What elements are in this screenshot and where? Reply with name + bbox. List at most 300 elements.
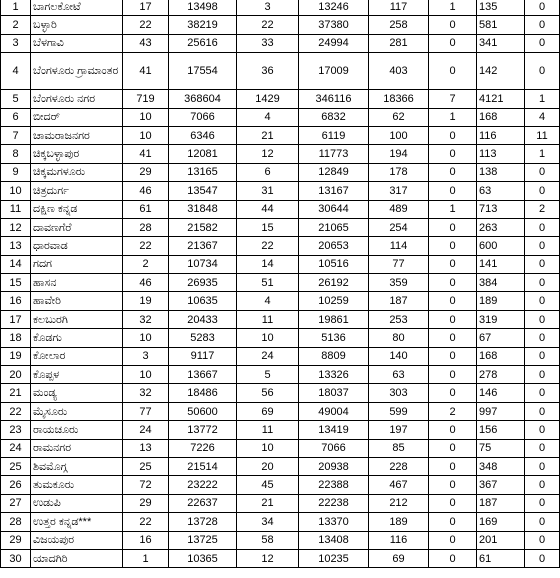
serial-number-cell: 4 (1, 53, 31, 90)
value-cell-1: 41 (123, 53, 169, 90)
value-cell-1: 28 (123, 218, 169, 236)
value-cell-6: 0 (429, 16, 477, 34)
value-cell-4: 11773 (299, 145, 369, 163)
table-row (1, 494, 560, 512)
value-cell-6: 0 (429, 457, 477, 475)
value-cell-6: 0 (429, 163, 477, 181)
value-cell-6: 0 (429, 329, 477, 347)
value-cell-4: 6832 (299, 108, 369, 126)
value-cell-2: 6346 (169, 126, 237, 144)
serial-number-cell: 11 (1, 200, 31, 218)
value-cell-1: 72 (123, 476, 169, 494)
value-cell-8: 0 (525, 402, 560, 420)
value-cell-4: 10235 (299, 549, 369, 567)
district-name-cell: ದಕ್ಷಿಣ ಕನ್ನಡ (31, 200, 123, 218)
table-row (1, 347, 560, 365)
value-cell-1: 10 (123, 126, 169, 144)
table-row (1, 439, 560, 457)
value-cell-3: 22 (237, 237, 299, 255)
district-name-cell: ಯಾದಗಿರಿ (31, 549, 123, 567)
value-cell-7: 600 (477, 237, 525, 255)
value-cell-6: 0 (429, 218, 477, 236)
value-cell-4: 13419 (299, 421, 369, 439)
value-cell-8: 0 (525, 347, 560, 365)
value-cell-4: 13408 (299, 531, 369, 549)
district-name-cell: ಕಲಬುರಗಿ (31, 310, 123, 328)
value-cell-1: 10 (123, 366, 169, 384)
value-cell-4: 22388 (299, 476, 369, 494)
value-cell-1: 41 (123, 145, 169, 163)
value-cell-8: 0 (525, 310, 560, 328)
value-cell-2: 13547 (169, 182, 237, 200)
value-cell-5: 253 (369, 310, 429, 328)
district-name-cell: ಬಾಗಲಕೋಟೆ (31, 0, 123, 16)
value-cell-1: 10 (123, 329, 169, 347)
district-name-cell: ಚಿತ್ರದುರ್ಗ (31, 182, 123, 200)
value-cell-1: 22 (123, 16, 169, 34)
value-cell-8: 0 (525, 34, 560, 52)
value-cell-6: 0 (429, 34, 477, 52)
value-cell-1: 29 (123, 163, 169, 181)
value-cell-2: 26935 (169, 274, 237, 292)
district-name-cell: ಚಿಕ್ಕಮಗಳೂರು (31, 163, 123, 181)
value-cell-6: 0 (429, 126, 477, 144)
value-cell-2: 20433 (169, 310, 237, 328)
value-cell-3: 15 (237, 218, 299, 236)
value-cell-7: 997 (477, 402, 525, 420)
value-cell-8: 0 (525, 457, 560, 475)
serial-number-cell: 13 (1, 237, 31, 255)
value-cell-2: 38219 (169, 16, 237, 34)
table-row (1, 182, 560, 200)
value-cell-6: 0 (429, 421, 477, 439)
value-cell-8: 0 (525, 549, 560, 567)
district-name-cell: ರಾಯಚೂರು (31, 421, 123, 439)
value-cell-6: 0 (429, 494, 477, 512)
value-cell-6: 0 (429, 274, 477, 292)
value-cell-3: 44 (237, 200, 299, 218)
value-cell-3: 12 (237, 549, 299, 567)
value-cell-4: 20653 (299, 237, 369, 255)
value-cell-8: 0 (525, 237, 560, 255)
value-cell-8: 0 (525, 53, 560, 90)
serial-number-cell: 3 (1, 34, 31, 52)
value-cell-4: 13370 (299, 513, 369, 531)
table-row (1, 16, 560, 34)
serial-number-cell: 18 (1, 329, 31, 347)
value-cell-5: 140 (369, 347, 429, 365)
value-cell-3: 21 (237, 494, 299, 512)
value-cell-3: 34 (237, 513, 299, 531)
value-cell-5: 197 (369, 421, 429, 439)
value-cell-5: 117 (369, 0, 429, 16)
value-cell-7: 75 (477, 439, 525, 457)
district-name-cell: ಬೆಳಗಾವಿ (31, 34, 123, 52)
value-cell-8: 0 (525, 16, 560, 34)
value-cell-5: 189 (369, 513, 429, 531)
serial-number-cell: 5 (1, 90, 31, 108)
district-name-cell: ಧಾರವಾಡ (31, 237, 123, 255)
value-cell-2: 13498 (169, 0, 237, 16)
value-cell-5: 116 (369, 531, 429, 549)
value-cell-4: 8809 (299, 347, 369, 365)
value-cell-3: 51 (237, 274, 299, 292)
value-cell-5: 359 (369, 274, 429, 292)
district-name-cell: ಮಂಡ್ಯ (31, 384, 123, 402)
value-cell-7: 135 (477, 0, 525, 16)
value-cell-1: 61 (123, 200, 169, 218)
table-row (1, 402, 560, 420)
value-cell-8: 0 (525, 329, 560, 347)
value-cell-6: 0 (429, 531, 477, 549)
value-cell-6: 0 (429, 53, 477, 90)
value-cell-4: 7066 (299, 439, 369, 457)
value-cell-4: 6119 (299, 126, 369, 144)
value-cell-8: 0 (525, 255, 560, 273)
value-cell-7: 319 (477, 310, 525, 328)
value-cell-2: 9117 (169, 347, 237, 365)
value-cell-1: 16 (123, 531, 169, 549)
value-cell-1: 32 (123, 310, 169, 328)
value-cell-7: 67 (477, 329, 525, 347)
value-cell-7: 367 (477, 476, 525, 494)
table-row (1, 366, 560, 384)
value-cell-8: 0 (525, 439, 560, 457)
value-cell-3: 69 (237, 402, 299, 420)
value-cell-8: 0 (525, 0, 560, 16)
table-row (1, 218, 560, 236)
value-cell-8: 0 (525, 421, 560, 439)
table-row (1, 255, 560, 273)
value-cell-3: 10 (237, 329, 299, 347)
value-cell-2: 13728 (169, 513, 237, 531)
value-cell-5: 489 (369, 200, 429, 218)
value-cell-1: 13 (123, 439, 169, 457)
value-cell-5: 317 (369, 182, 429, 200)
value-cell-5: 212 (369, 494, 429, 512)
value-cell-2: 23222 (169, 476, 237, 494)
serial-number-cell: 24 (1, 439, 31, 457)
serial-number-cell: 7 (1, 126, 31, 144)
value-cell-7: 146 (477, 384, 525, 402)
value-cell-2: 21514 (169, 457, 237, 475)
table-row (1, 200, 560, 218)
value-cell-1: 32 (123, 384, 169, 402)
value-cell-6: 1 (429, 200, 477, 218)
value-cell-1: 3 (123, 347, 169, 365)
value-cell-7: 201 (477, 531, 525, 549)
value-cell-8: 0 (525, 494, 560, 512)
value-cell-4: 13167 (299, 182, 369, 200)
value-cell-4: 13246 (299, 0, 369, 16)
value-cell-1: 1 (123, 549, 169, 567)
value-cell-4: 346116 (299, 90, 369, 108)
value-cell-3: 58 (237, 531, 299, 549)
serial-number-cell: 6 (1, 108, 31, 126)
serial-number-cell: 23 (1, 421, 31, 439)
value-cell-8: 1 (525, 145, 560, 163)
value-cell-3: 45 (237, 476, 299, 494)
table-row (1, 126, 560, 144)
value-cell-4: 49004 (299, 402, 369, 420)
table-row (1, 310, 560, 328)
value-cell-7: 169 (477, 513, 525, 531)
value-cell-2: 12081 (169, 145, 237, 163)
value-cell-2: 10734 (169, 255, 237, 273)
value-cell-7: 141 (477, 255, 525, 273)
value-cell-8: 0 (525, 513, 560, 531)
serial-number-cell: 10 (1, 182, 31, 200)
value-cell-5: 281 (369, 34, 429, 52)
table-row (1, 237, 560, 255)
value-cell-5: 100 (369, 126, 429, 144)
value-cell-1: 43 (123, 34, 169, 52)
serial-number-cell: 2 (1, 16, 31, 34)
serial-number-cell: 15 (1, 274, 31, 292)
value-cell-2: 21582 (169, 218, 237, 236)
value-cell-3: 31 (237, 182, 299, 200)
value-cell-5: 403 (369, 53, 429, 90)
value-cell-8: 0 (525, 366, 560, 384)
district-name-cell: ಬೆಂಗಳೂರು ಗ್ರಾಮಾಂತರ (31, 53, 123, 90)
serial-number-cell: 26 (1, 476, 31, 494)
value-cell-3: 11 (237, 421, 299, 439)
value-cell-7: 61 (477, 549, 525, 567)
district-name-cell: ಕೊಪ್ಪಳ (31, 366, 123, 384)
value-cell-6: 0 (429, 549, 477, 567)
value-cell-3: 33 (237, 34, 299, 52)
value-cell-2: 368604 (169, 90, 237, 108)
value-cell-2: 13667 (169, 366, 237, 384)
table-row (1, 108, 560, 126)
table-row (1, 549, 560, 567)
value-cell-5: 254 (369, 218, 429, 236)
value-cell-2: 10365 (169, 549, 237, 567)
value-cell-7: 156 (477, 421, 525, 439)
table-row (1, 476, 560, 494)
district-name-cell: ಶಿವಮೊಗ್ಗ (31, 457, 123, 475)
value-cell-6: 0 (429, 366, 477, 384)
value-cell-7: 189 (477, 292, 525, 310)
value-cell-8: 0 (525, 218, 560, 236)
value-cell-7: 581 (477, 16, 525, 34)
value-cell-8: 0 (525, 292, 560, 310)
value-cell-7: 63 (477, 182, 525, 200)
value-cell-7: 341 (477, 34, 525, 52)
value-cell-4: 37380 (299, 16, 369, 34)
value-cell-5: 63 (369, 366, 429, 384)
serial-number-cell: 17 (1, 310, 31, 328)
value-cell-5: 228 (369, 457, 429, 475)
value-cell-2: 7066 (169, 108, 237, 126)
serial-number-cell: 21 (1, 384, 31, 402)
value-cell-4: 5136 (299, 329, 369, 347)
value-cell-4: 24994 (299, 34, 369, 52)
value-cell-4: 17009 (299, 53, 369, 90)
district-name-cell: ಬಳ್ಳಾರಿ (31, 16, 123, 34)
value-cell-3: 4 (237, 292, 299, 310)
value-cell-3: 3 (237, 0, 299, 16)
value-cell-5: 258 (369, 16, 429, 34)
district-name-cell: ಹಾಸನ (31, 274, 123, 292)
table-row (1, 34, 560, 52)
value-cell-4: 13326 (299, 366, 369, 384)
table-row (1, 274, 560, 292)
value-cell-6: 0 (429, 347, 477, 365)
table-row (1, 163, 560, 181)
value-cell-1: 29 (123, 494, 169, 512)
serial-number-cell: 20 (1, 366, 31, 384)
value-cell-1: 19 (123, 292, 169, 310)
value-cell-3: 4 (237, 108, 299, 126)
district-name-cell: ಬೀದರ್ (31, 108, 123, 126)
value-cell-5: 114 (369, 237, 429, 255)
table-row (1, 90, 560, 108)
value-cell-3: 6 (237, 163, 299, 181)
serial-number-cell: 9 (1, 163, 31, 181)
serial-number-cell: 14 (1, 255, 31, 273)
value-cell-6: 0 (429, 255, 477, 273)
value-cell-5: 69 (369, 549, 429, 567)
value-cell-2: 10635 (169, 292, 237, 310)
district-name-cell: ಉತ್ತರ ಕನ್ನಡ*** (31, 513, 123, 531)
value-cell-5: 467 (369, 476, 429, 494)
table-row (1, 53, 560, 90)
value-cell-2: 7226 (169, 439, 237, 457)
value-cell-3: 1429 (237, 90, 299, 108)
district-name-cell: ಮೈಸೂರು (31, 402, 123, 420)
district-name-cell: ಕೊಡಗು (31, 329, 123, 347)
table-row (1, 292, 560, 310)
value-cell-7: 263 (477, 218, 525, 236)
serial-number-cell: 19 (1, 347, 31, 365)
value-cell-5: 599 (369, 402, 429, 420)
value-cell-2: 13165 (169, 163, 237, 181)
value-cell-1: 46 (123, 182, 169, 200)
value-cell-5: 62 (369, 108, 429, 126)
value-cell-7: 187 (477, 494, 525, 512)
serial-number-cell: 1 (1, 0, 31, 16)
value-cell-1: 46 (123, 274, 169, 292)
value-cell-5: 178 (369, 163, 429, 181)
value-cell-3: 56 (237, 384, 299, 402)
value-cell-1: 25 (123, 457, 169, 475)
value-cell-2: 25616 (169, 34, 237, 52)
value-cell-8: 0 (525, 163, 560, 181)
serial-number-cell: 25 (1, 457, 31, 475)
value-cell-3: 24 (237, 347, 299, 365)
value-cell-8: 0 (525, 182, 560, 200)
table-row (1, 531, 560, 549)
value-cell-2: 13772 (169, 421, 237, 439)
value-cell-6: 0 (429, 145, 477, 163)
value-cell-2: 18486 (169, 384, 237, 402)
value-cell-6: 1 (429, 108, 477, 126)
table-body (1, 0, 560, 568)
value-cell-8: 0 (525, 384, 560, 402)
district-name-cell: ಕೋಲಾರ (31, 347, 123, 365)
value-cell-7: 4121 (477, 90, 525, 108)
value-cell-6: 0 (429, 310, 477, 328)
value-cell-7: 116 (477, 126, 525, 144)
table-row (1, 0, 560, 16)
value-cell-6: 1 (429, 0, 477, 16)
value-cell-6: 0 (429, 476, 477, 494)
value-cell-1: 24 (123, 421, 169, 439)
serial-number-cell: 8 (1, 145, 31, 163)
value-cell-8: 2 (525, 200, 560, 218)
value-cell-3: 11 (237, 310, 299, 328)
value-cell-3: 5 (237, 366, 299, 384)
district-name-cell: ರಾಮನಗರ (31, 439, 123, 457)
value-cell-5: 80 (369, 329, 429, 347)
value-cell-7: 168 (477, 108, 525, 126)
value-cell-2: 13725 (169, 531, 237, 549)
value-cell-3: 12 (237, 145, 299, 163)
value-cell-7: 142 (477, 53, 525, 90)
value-cell-2: 50600 (169, 402, 237, 420)
value-cell-1: 77 (123, 402, 169, 420)
district-name-cell: ವಿಜಯಪುರ (31, 531, 123, 549)
serial-number-cell: 30 (1, 549, 31, 567)
value-cell-1: 2 (123, 255, 169, 273)
table-row (1, 145, 560, 163)
value-cell-4: 18037 (299, 384, 369, 402)
value-cell-1: 17 (123, 0, 169, 16)
value-cell-1: 22 (123, 237, 169, 255)
district-name-cell: ಗದಗ (31, 255, 123, 273)
serial-number-cell: 27 (1, 494, 31, 512)
district-name-cell: ಚಾಮರಾಜನಗರ (31, 126, 123, 144)
value-cell-7: 138 (477, 163, 525, 181)
value-cell-1: 10 (123, 108, 169, 126)
value-cell-1: 719 (123, 90, 169, 108)
value-cell-6: 0 (429, 237, 477, 255)
value-cell-2: 22637 (169, 494, 237, 512)
value-cell-8: 0 (525, 476, 560, 494)
district-name-cell: ತುಮಕೂರು (31, 476, 123, 494)
value-cell-8: 4 (525, 108, 560, 126)
value-cell-3: 36 (237, 53, 299, 90)
value-cell-5: 18366 (369, 90, 429, 108)
serial-number-cell: 28 (1, 513, 31, 531)
district-name-cell: ದಾವಣಗೆರೆ (31, 218, 123, 236)
value-cell-3: 22 (237, 16, 299, 34)
value-cell-1: 22 (123, 513, 169, 531)
district-name-cell: ಚಿಕ್ಕಬಳ್ಳಾಪುರ (31, 145, 123, 163)
value-cell-6: 0 (429, 384, 477, 402)
table-row (1, 457, 560, 475)
value-cell-8: 11 (525, 126, 560, 144)
value-cell-2: 31848 (169, 200, 237, 218)
value-cell-2: 5283 (169, 329, 237, 347)
value-cell-2: 21367 (169, 237, 237, 255)
table-row (1, 329, 560, 347)
value-cell-6: 2 (429, 402, 477, 420)
value-cell-7: 168 (477, 347, 525, 365)
value-cell-6: 0 (429, 292, 477, 310)
value-cell-4: 26192 (299, 274, 369, 292)
value-cell-3: 14 (237, 255, 299, 273)
table-row (1, 384, 560, 402)
district-name-cell: ಉಡುಪಿ (31, 494, 123, 512)
value-cell-4: 10259 (299, 292, 369, 310)
value-cell-5: 194 (369, 145, 429, 163)
value-cell-5: 303 (369, 384, 429, 402)
serial-number-cell: 29 (1, 531, 31, 549)
value-cell-6: 0 (429, 513, 477, 531)
value-cell-5: 85 (369, 439, 429, 457)
